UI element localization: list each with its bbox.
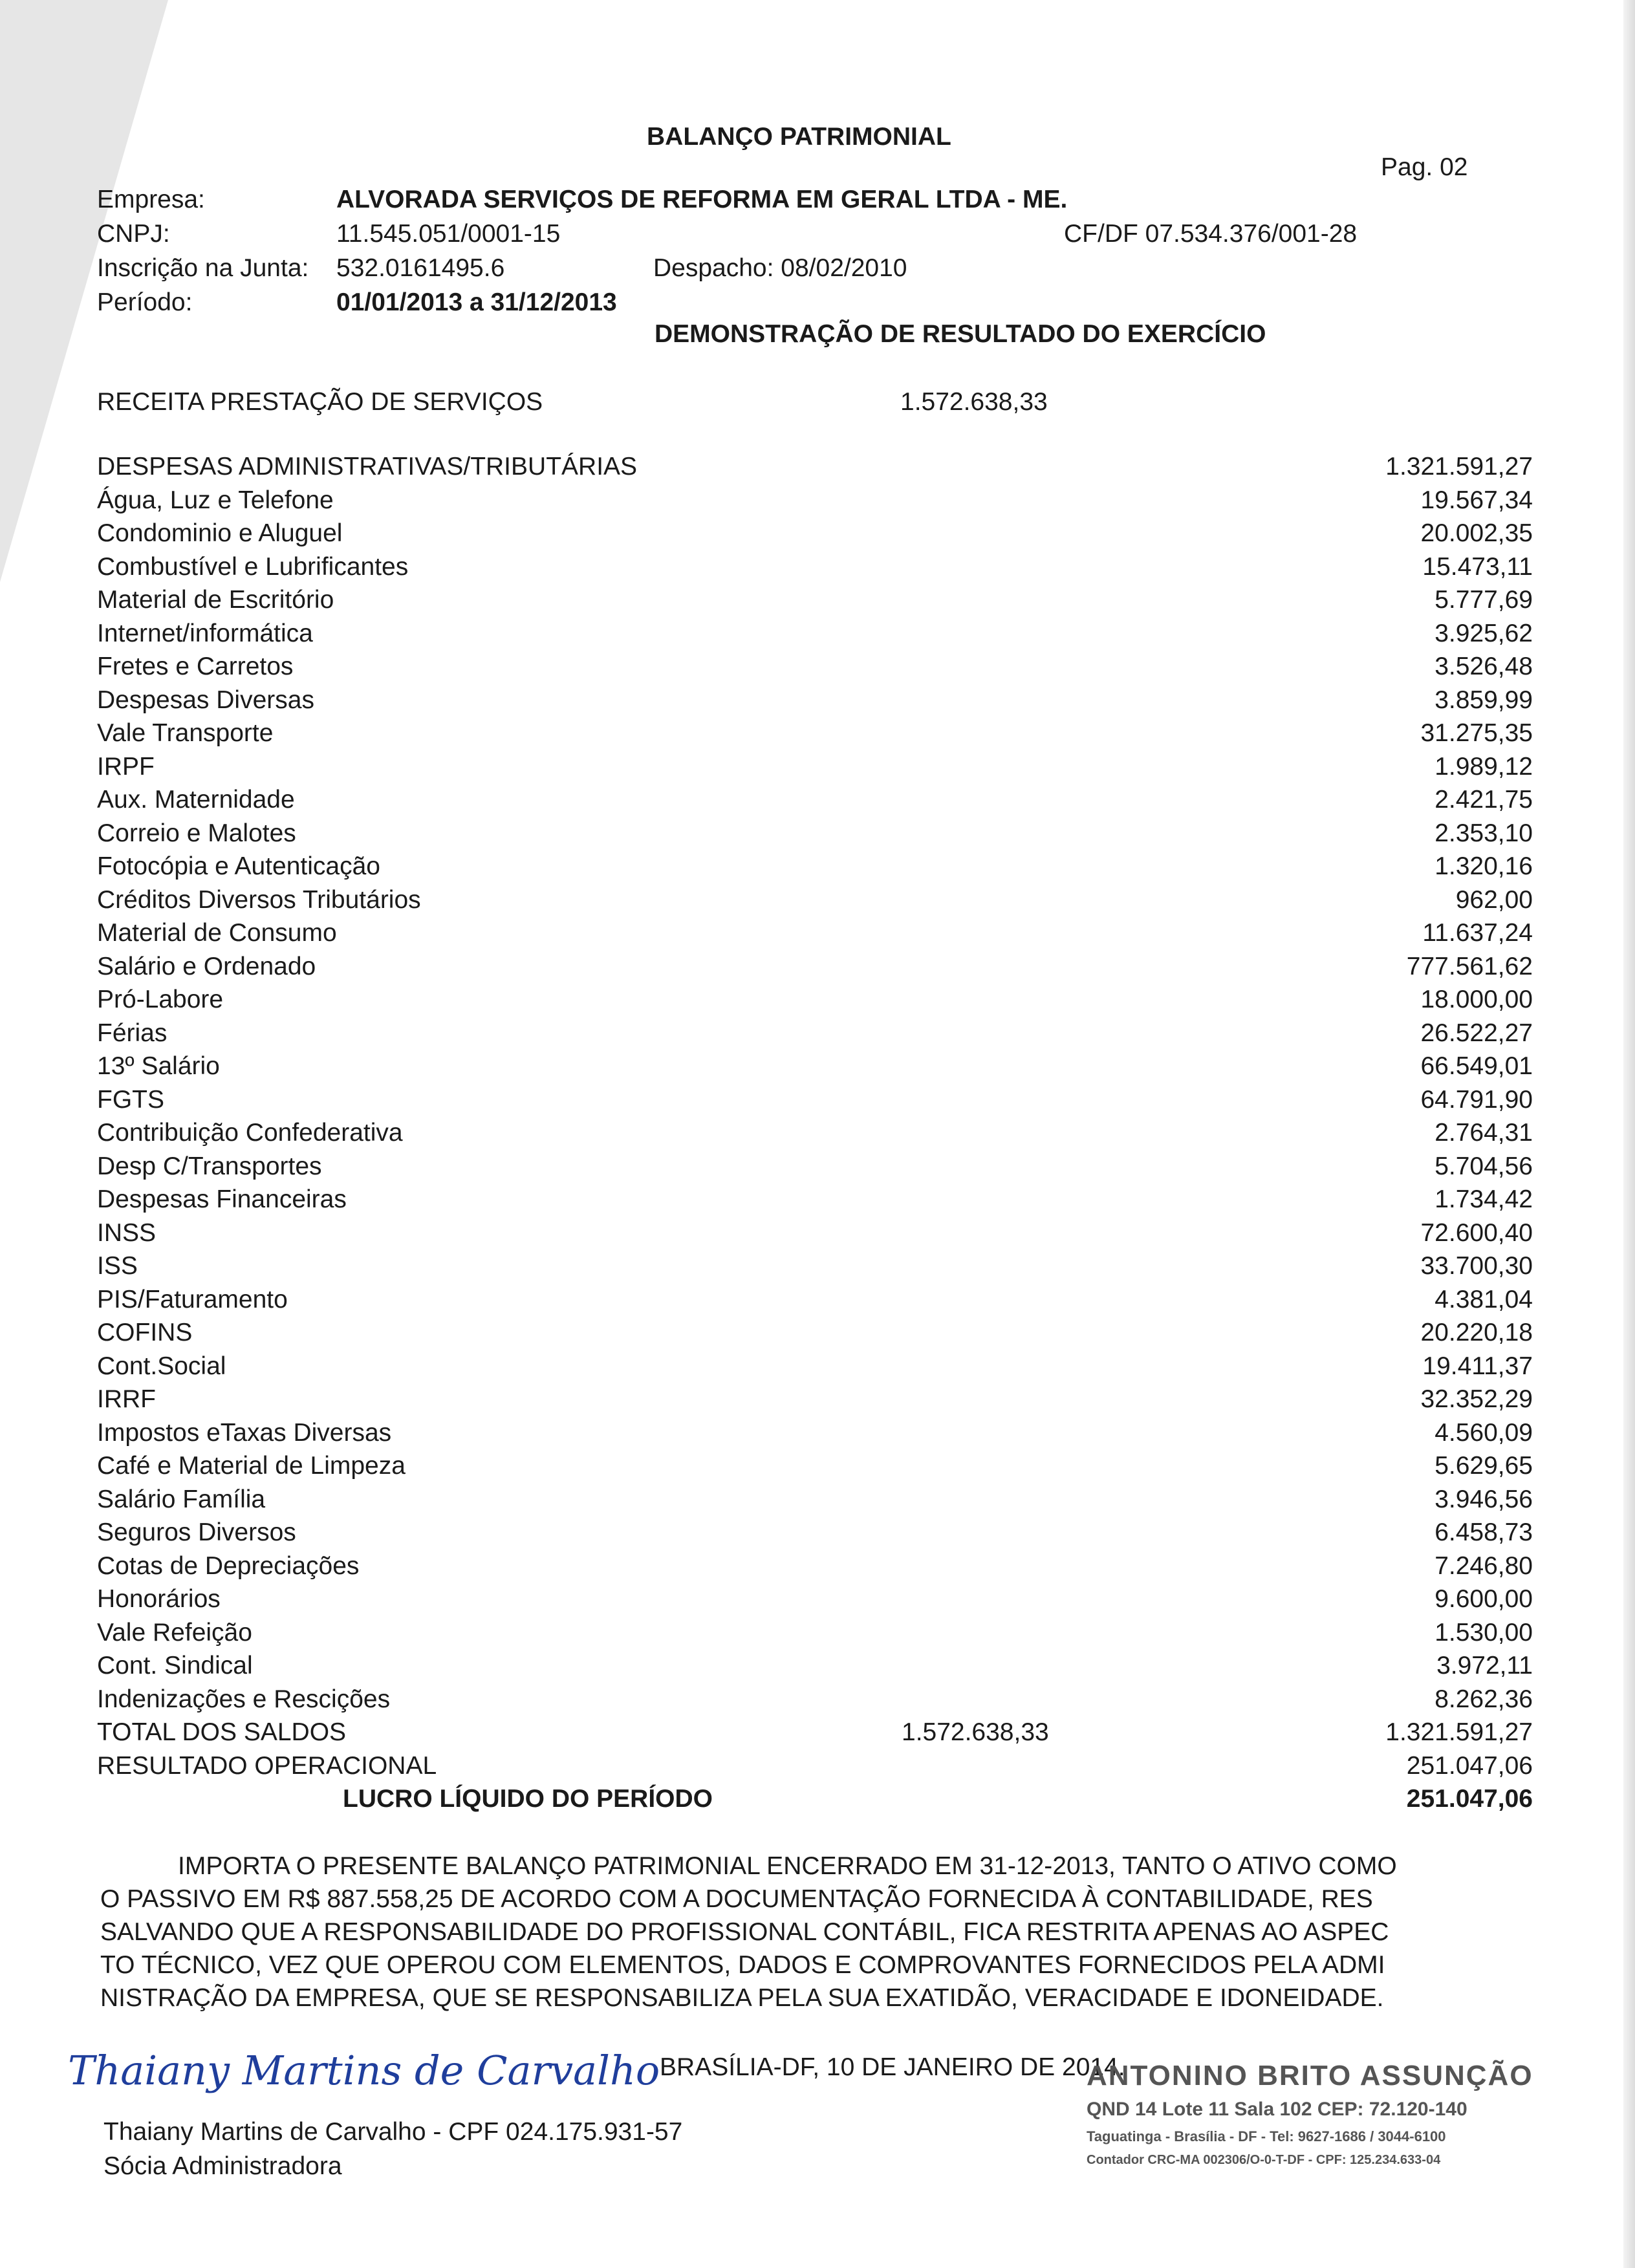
table-row xyxy=(97,1652,1533,1685)
cnpj-label: CNPJ: xyxy=(97,220,170,248)
item-label: 13º Salário xyxy=(97,1052,220,1080)
item-value: 962,00 xyxy=(1455,885,1533,914)
item-value: 1.734,42 xyxy=(1435,1185,1533,1213)
item-label: Despesas Diversas xyxy=(97,686,314,714)
item-label: COFINS xyxy=(97,1319,193,1346)
item-value: 2.353,10 xyxy=(1435,819,1533,847)
item-value: 11.637,24 xyxy=(1422,919,1533,947)
closing-statement xyxy=(100,1850,1491,2014)
table-row xyxy=(97,852,1533,886)
item-value: 33.700,30 xyxy=(1420,1252,1533,1280)
item-value: 8.262,36 xyxy=(1435,1685,1533,1713)
periodo-label: Período: xyxy=(97,288,193,316)
table-row xyxy=(97,1352,1533,1386)
table-row xyxy=(97,653,1533,686)
signatory-role: Sócia Administradora xyxy=(103,2152,342,2180)
item-value: 18.000,00 xyxy=(1420,986,1533,1013)
item-value: 64.791,90 xyxy=(1420,1085,1533,1114)
total-row xyxy=(97,1718,1533,1752)
item-label: Salário Família xyxy=(97,1485,266,1513)
table-row xyxy=(97,886,1533,920)
table-row xyxy=(97,953,1533,986)
total-value: 1.321.591,27 xyxy=(1385,1718,1533,1746)
item-label: Vale Refeição xyxy=(97,1618,252,1647)
item-label: FGTS xyxy=(97,1085,164,1114)
item-label: Material de Consumo xyxy=(97,919,337,947)
lucro-label: LUCRO LÍQUIDO DO PERÍODO xyxy=(343,1785,713,1813)
table-row xyxy=(97,1485,1533,1519)
periodo-value: 01/01/2013 a 31/12/2013 xyxy=(336,288,617,316)
item-value: 3.859,99 xyxy=(1435,686,1533,714)
item-label: Aux. Maternidade xyxy=(97,786,295,814)
total-label: TOTAL DOS SALDOS xyxy=(97,1718,347,1746)
table-row xyxy=(97,586,1533,620)
item-label: Despesas Financeiras xyxy=(97,1185,347,1213)
despacho-value: Despacho: 08/02/2010 xyxy=(653,254,907,282)
item-label: ISS xyxy=(97,1252,138,1280)
item-label: Café e Material de Limpeza xyxy=(97,1452,406,1480)
cfdf-value: CF/DF 07.534.376/001-28 xyxy=(1064,220,1358,248)
item-value: 3.972,11 xyxy=(1436,1652,1533,1679)
item-label: Indenizações e Rescições xyxy=(97,1685,391,1713)
item-label: Água, Luz e Telefone xyxy=(97,486,334,514)
item-label: Cont.Social xyxy=(97,1352,226,1380)
item-value: 32.352,29 xyxy=(1420,1385,1533,1413)
accountant-stamp xyxy=(1087,2060,1533,2168)
table-row xyxy=(97,1452,1533,1485)
lucro-value: 251.047,06 xyxy=(1406,1785,1533,1813)
statement-line-4: TO TÉCNICO, VEZ QUE OPEROU COM ELEMENTOS, DADOS E COMPROVANTES FORNECIDOS PELA ADMI xyxy=(100,1951,1385,1979)
despesas-header-value: 1.321.591,27 xyxy=(1385,453,1533,481)
stamp-city: Taguatinga - Brasília - DF - Tel: 9627-1686 / 3044-6100 xyxy=(1087,2128,1446,2144)
item-value: 4.560,09 xyxy=(1435,1418,1533,1447)
table-row xyxy=(97,1319,1533,1352)
item-label: Correio e Malotes xyxy=(97,819,296,847)
cnpj-value: 11.545.051/0001-15 xyxy=(336,220,561,248)
item-label: Honorários xyxy=(97,1585,221,1613)
table-row xyxy=(97,1019,1533,1053)
table-row xyxy=(97,1252,1533,1286)
receita-value: 1.572.638,33 xyxy=(900,388,1048,416)
receita-label: RECEITA PRESTAÇÃO DE SERVIÇOS xyxy=(97,388,543,416)
table-row xyxy=(97,519,1533,553)
document-title: BALANÇO PATRIMONIAL xyxy=(647,123,951,151)
item-value: 1.320,16 xyxy=(1435,852,1533,880)
item-value: 20.002,35 xyxy=(1420,519,1533,547)
item-value: 6.458,73 xyxy=(1435,1518,1533,1546)
expense-table xyxy=(97,453,1533,1819)
item-label: PIS/Faturamento xyxy=(97,1285,288,1313)
page-number: Pag. 02 xyxy=(1381,153,1468,181)
junta-value: 532.0161495.6 xyxy=(336,254,505,282)
item-value: 5.777,69 xyxy=(1435,586,1533,614)
item-value: 66.549,01 xyxy=(1420,1052,1533,1080)
item-label: Fretes e Carretos xyxy=(97,653,294,680)
item-label: Pró-Labore xyxy=(97,986,224,1013)
item-value: 72.600,40 xyxy=(1420,1218,1533,1247)
table-row xyxy=(97,1585,1533,1619)
table-row xyxy=(97,1286,1533,1319)
item-label: Contribuição Confederativa xyxy=(97,1119,403,1147)
table-row xyxy=(97,1685,1533,1719)
table-row xyxy=(97,1518,1533,1552)
table-row xyxy=(97,686,1533,720)
stamp-crc: Contador CRC-MA 002306/O-0-T-DF - CPF: 125.234.633-04 xyxy=(1087,2153,1441,2167)
handwritten-signature: Thaiany Martins de Carvalho xyxy=(68,2047,660,2094)
item-value: 1.530,00 xyxy=(1435,1618,1533,1647)
table-row xyxy=(97,1119,1533,1152)
signatory-name: Thaiany Martins de Carvalho - CPF 024.175.931-57 xyxy=(103,2118,683,2146)
stamp-address: QND 14 Lote 11 Sala 102 CEP: 72.120-140 xyxy=(1087,2099,1467,2120)
despesas-header-row xyxy=(97,453,1533,486)
empresa-value: ALVORADA SERVIÇOS DE REFORMA EM GERAL LTDA - ME. xyxy=(336,186,1068,213)
resultado-value: 251.047,06 xyxy=(1406,1751,1533,1780)
item-label: Férias xyxy=(97,1019,168,1047)
item-value: 4.381,04 xyxy=(1435,1285,1533,1313)
table-row xyxy=(97,1185,1533,1219)
item-value: 2.764,31 xyxy=(1435,1119,1533,1147)
item-value: 1.989,12 xyxy=(1435,752,1533,781)
table-row xyxy=(97,1219,1533,1253)
item-label: Salário e Ordenado xyxy=(97,952,316,980)
table-row xyxy=(97,1152,1533,1186)
table-row xyxy=(97,1385,1533,1419)
item-value: 9.600,00 xyxy=(1435,1585,1533,1613)
item-label: Combustível e Lubrificantes xyxy=(97,552,409,581)
item-value: 5.704,56 xyxy=(1435,1152,1533,1180)
item-value: 5.629,65 xyxy=(1435,1452,1533,1480)
statement-line-3: SALVANDO QUE A RESPONSABILIDADE DO PROFISSIONAL CONTÁBIL, FICA RESTRITA APENAS AO ASPEC xyxy=(100,1918,1389,1946)
expense-items xyxy=(97,486,1533,1719)
item-label: Desp C/Transportes xyxy=(97,1152,322,1180)
empresa-label: Empresa: xyxy=(97,186,205,213)
table-row xyxy=(97,486,1533,520)
item-label: INSS xyxy=(97,1218,157,1247)
item-value: 3.946,56 xyxy=(1435,1485,1533,1513)
table-row xyxy=(97,1552,1533,1586)
item-value: 19.567,34 xyxy=(1420,486,1533,514)
table-row xyxy=(97,986,1533,1019)
item-value: 3.526,48 xyxy=(1435,653,1533,680)
item-value: 31.275,35 xyxy=(1420,719,1533,747)
junta-label: Inscrição na Junta: xyxy=(97,254,309,282)
table-row xyxy=(97,786,1533,819)
item-label: Condominio e Aluguel xyxy=(97,519,343,547)
resultado-row xyxy=(97,1752,1533,1786)
total-mid-value: 1.572.638,33 xyxy=(902,1718,1049,1746)
item-value: 7.246,80 xyxy=(1435,1551,1533,1580)
item-value: 20.220,18 xyxy=(1420,1319,1533,1346)
item-label: Seguros Diversos xyxy=(97,1518,296,1546)
resultado-label: RESULTADO OPERACIONAL xyxy=(97,1751,437,1780)
item-label: IRRF xyxy=(97,1385,156,1413)
stamp-name: ANTONINO BRITO ASSUNÇÃO xyxy=(1087,2060,1533,2091)
table-row xyxy=(97,1086,1533,1119)
report-subtitle: DEMONSTRAÇÃO DE RESULTADO DO EXERCÍCIO xyxy=(655,320,1266,348)
table-row xyxy=(97,719,1533,753)
item-value: 26.522,27 xyxy=(1420,1019,1533,1047)
table-row xyxy=(97,1052,1533,1086)
statement-line-1: IMPORTA O PRESENTE BALANÇO PATRIMONIAL ENCERRADO EM 31-12-2013, TANTO O ATIVO COMO xyxy=(178,1852,1397,1880)
place-date: BRASÍLIA-DF, 10 DE JANEIRO DE 2014. xyxy=(660,2053,1125,2081)
table-row xyxy=(97,620,1533,653)
item-label: Vale Transporte xyxy=(97,719,274,747)
item-label: Internet/informática xyxy=(97,619,313,647)
item-value: 15.473,11 xyxy=(1422,552,1533,581)
item-value: 2.421,75 xyxy=(1435,786,1533,814)
table-row xyxy=(97,1419,1533,1453)
item-label: Cotas de Depreciações xyxy=(97,1551,360,1580)
lucro-row xyxy=(97,1785,1533,1819)
item-label: IRPF xyxy=(97,752,155,781)
item-label: Impostos eTaxas Diversas xyxy=(97,1418,392,1447)
table-row xyxy=(97,753,1533,786)
item-label: Fotocópia e Autenticação xyxy=(97,852,380,880)
despesas-header-label: DESPESAS ADMINISTRATIVAS/TRIBUTÁRIAS xyxy=(97,453,638,481)
item-label: Créditos Diversos Tributários xyxy=(97,885,421,914)
item-value: 19.411,37 xyxy=(1422,1352,1533,1380)
item-label: Cont. Sindical xyxy=(97,1652,253,1679)
table-row xyxy=(97,553,1533,587)
statement-line-2: O PASSIVO EM R$ 887.558,25 DE ACORDO COM A DOCUMENTAÇÃO FORNECIDA À CONTABILIDADE, RES xyxy=(100,1885,1373,1913)
item-value: 3.925,62 xyxy=(1435,619,1533,647)
statement-line-5: NISTRAÇÃO DA EMPRESA, QUE SE RESPONSABILIZA PELA SUA EXATIDÃO, VERACIDADE E IDONEIDADE. xyxy=(100,1984,1384,2012)
table-row xyxy=(97,919,1533,953)
table-row xyxy=(97,819,1533,853)
table-row xyxy=(97,1619,1533,1652)
page-edge xyxy=(1623,0,1635,2268)
item-value: 777.561,62 xyxy=(1406,952,1533,980)
item-label: Material de Escritório xyxy=(97,586,334,614)
